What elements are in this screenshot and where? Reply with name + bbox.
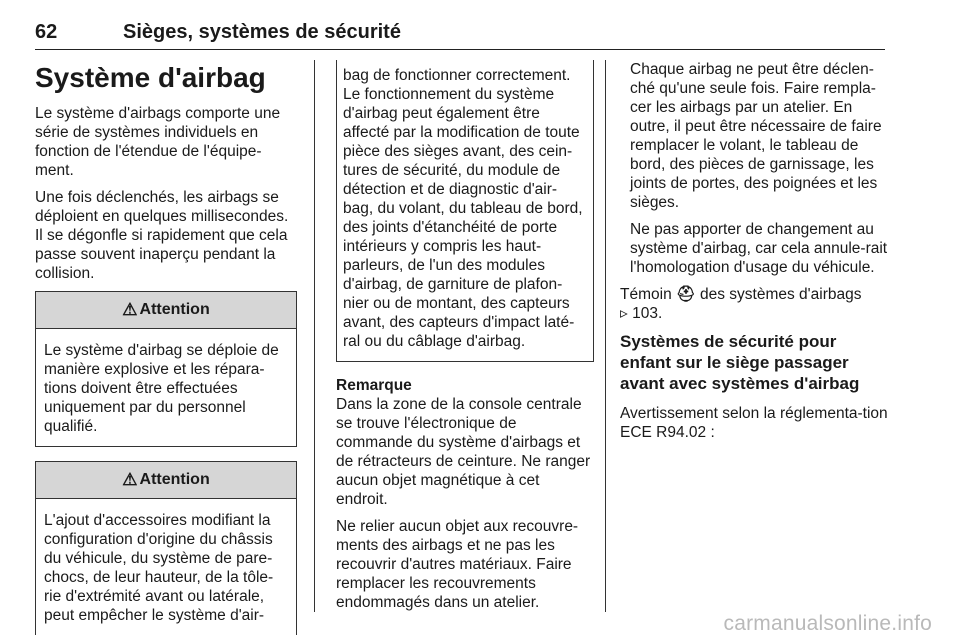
section-title: Système d'airbag — [35, 62, 266, 93]
chapter-title: Sièges, systèmes de sécurité — [123, 21, 401, 43]
regulation-paragraph: Avertissement selon la réglementa-tion ECE R94.02 : — [620, 405, 888, 441]
warning-box — [35, 461, 297, 635]
watermark: carmanualsonline.info — [723, 612, 932, 635]
warning-text: Le système d'airbag se déploie de manière explosive et les répara-tions doivent être effectuées uniquement par du personnel qualifié. — [44, 342, 279, 435]
column-2 — [336, 60, 594, 620]
indicator-reference: Témoin ⛑ des systèmes d'airbags ▹ 103. — [620, 286, 862, 322]
intro-paragraph: Le système d'airbags comporte une série de systèmes individuels en fonction de l'étendue de l'équipe-ment. — [35, 105, 281, 179]
warning-continuation-text: bag de fonctionner correctement. Le fonctionnement du système d'airbag peut également être affecté par la modification de toute pièce des sièges avant, des cein-tures de sécurité, du module de détection et de diagnostic d'air-bag, du volant, du tableau de bord, des joints d'étanchéité de porte intérieurs y compris les haut-parleurs, de l'un des modules d'airbag, de garniture de plafon-nier ou de montant, des capteurs avant, des capteurs d'impact laté-ral ou du câblage d'airbag. — [343, 67, 583, 350]
page-reference-link[interactable]: 103. — [632, 305, 663, 322]
warning-label: Attention — [139, 301, 210, 318]
deploy-once-paragraph: Chaque airbag ne peut être déclen-ché qu'une seule fois. Faire rempla-cer les airbags par un atelier. En outre, il peut être nécessaire de faire remplacer le volant, le tableau de bord, des pièces de garnissage, les joints de portes, des poignées et les sièges. — [630, 61, 882, 211]
warning-continuation-box — [336, 60, 594, 362]
airbag-indicator-icon: ⛑ — [676, 286, 696, 303]
page-number: 62 — [35, 21, 58, 43]
page-header — [35, 21, 885, 50]
subsection-title: Systèmes de sécurité pour enfant sur le siège passager avant avec systèmes d'airbag — [620, 332, 860, 393]
no-change-paragraph: Ne pas apporter de changement au système d'airbag, car cela annule-rait l'homologation d'usage du véhicule. — [630, 221, 888, 276]
warning-triangle-icon: ⚠ — [122, 470, 138, 489]
remark-label: Remarque — [336, 377, 412, 394]
column-3 — [620, 60, 888, 450]
warning-header — [36, 292, 296, 329]
warning-box — [35, 291, 297, 447]
column-divider — [314, 60, 315, 612]
warning-triangle-icon: ⚠ — [122, 300, 138, 319]
warning-text: L'ajout d'accessoires modifiant la configuration d'origine du châssis du véhicule, du système de pare-chocs, de leur hauteur, de la tôle-rie d'extrémité avant ou latérale, peut empêcher le système d'air- — [44, 512, 274, 624]
deployment-paragraph: Une fois déclenchés, les airbags se déploient en quelques millisecondes. Il se dégonfle si rapidement que cela passe souvent inaperçu pendant la collision. — [35, 189, 289, 282]
warning-label: Attention — [139, 471, 210, 488]
column-1 — [35, 60, 297, 635]
remark-text: Dans la zone de la console centrale se trouve l'électronique de commande du système d'airbags et de rétracteurs de ceinture. Ne ranger aucun objet magnétique à cet endroit. — [336, 396, 591, 508]
page-reference-icon: ▹ — [620, 305, 628, 322]
column-divider — [605, 60, 606, 612]
cover-paragraph: Ne relier aucun objet aux recouvre-ments des airbags et ne pas les recouvrir d'autres matériaux. Faire remplacer les recouvrements endommagés dans un atelier. — [336, 518, 579, 611]
warning-header — [36, 462, 296, 499]
